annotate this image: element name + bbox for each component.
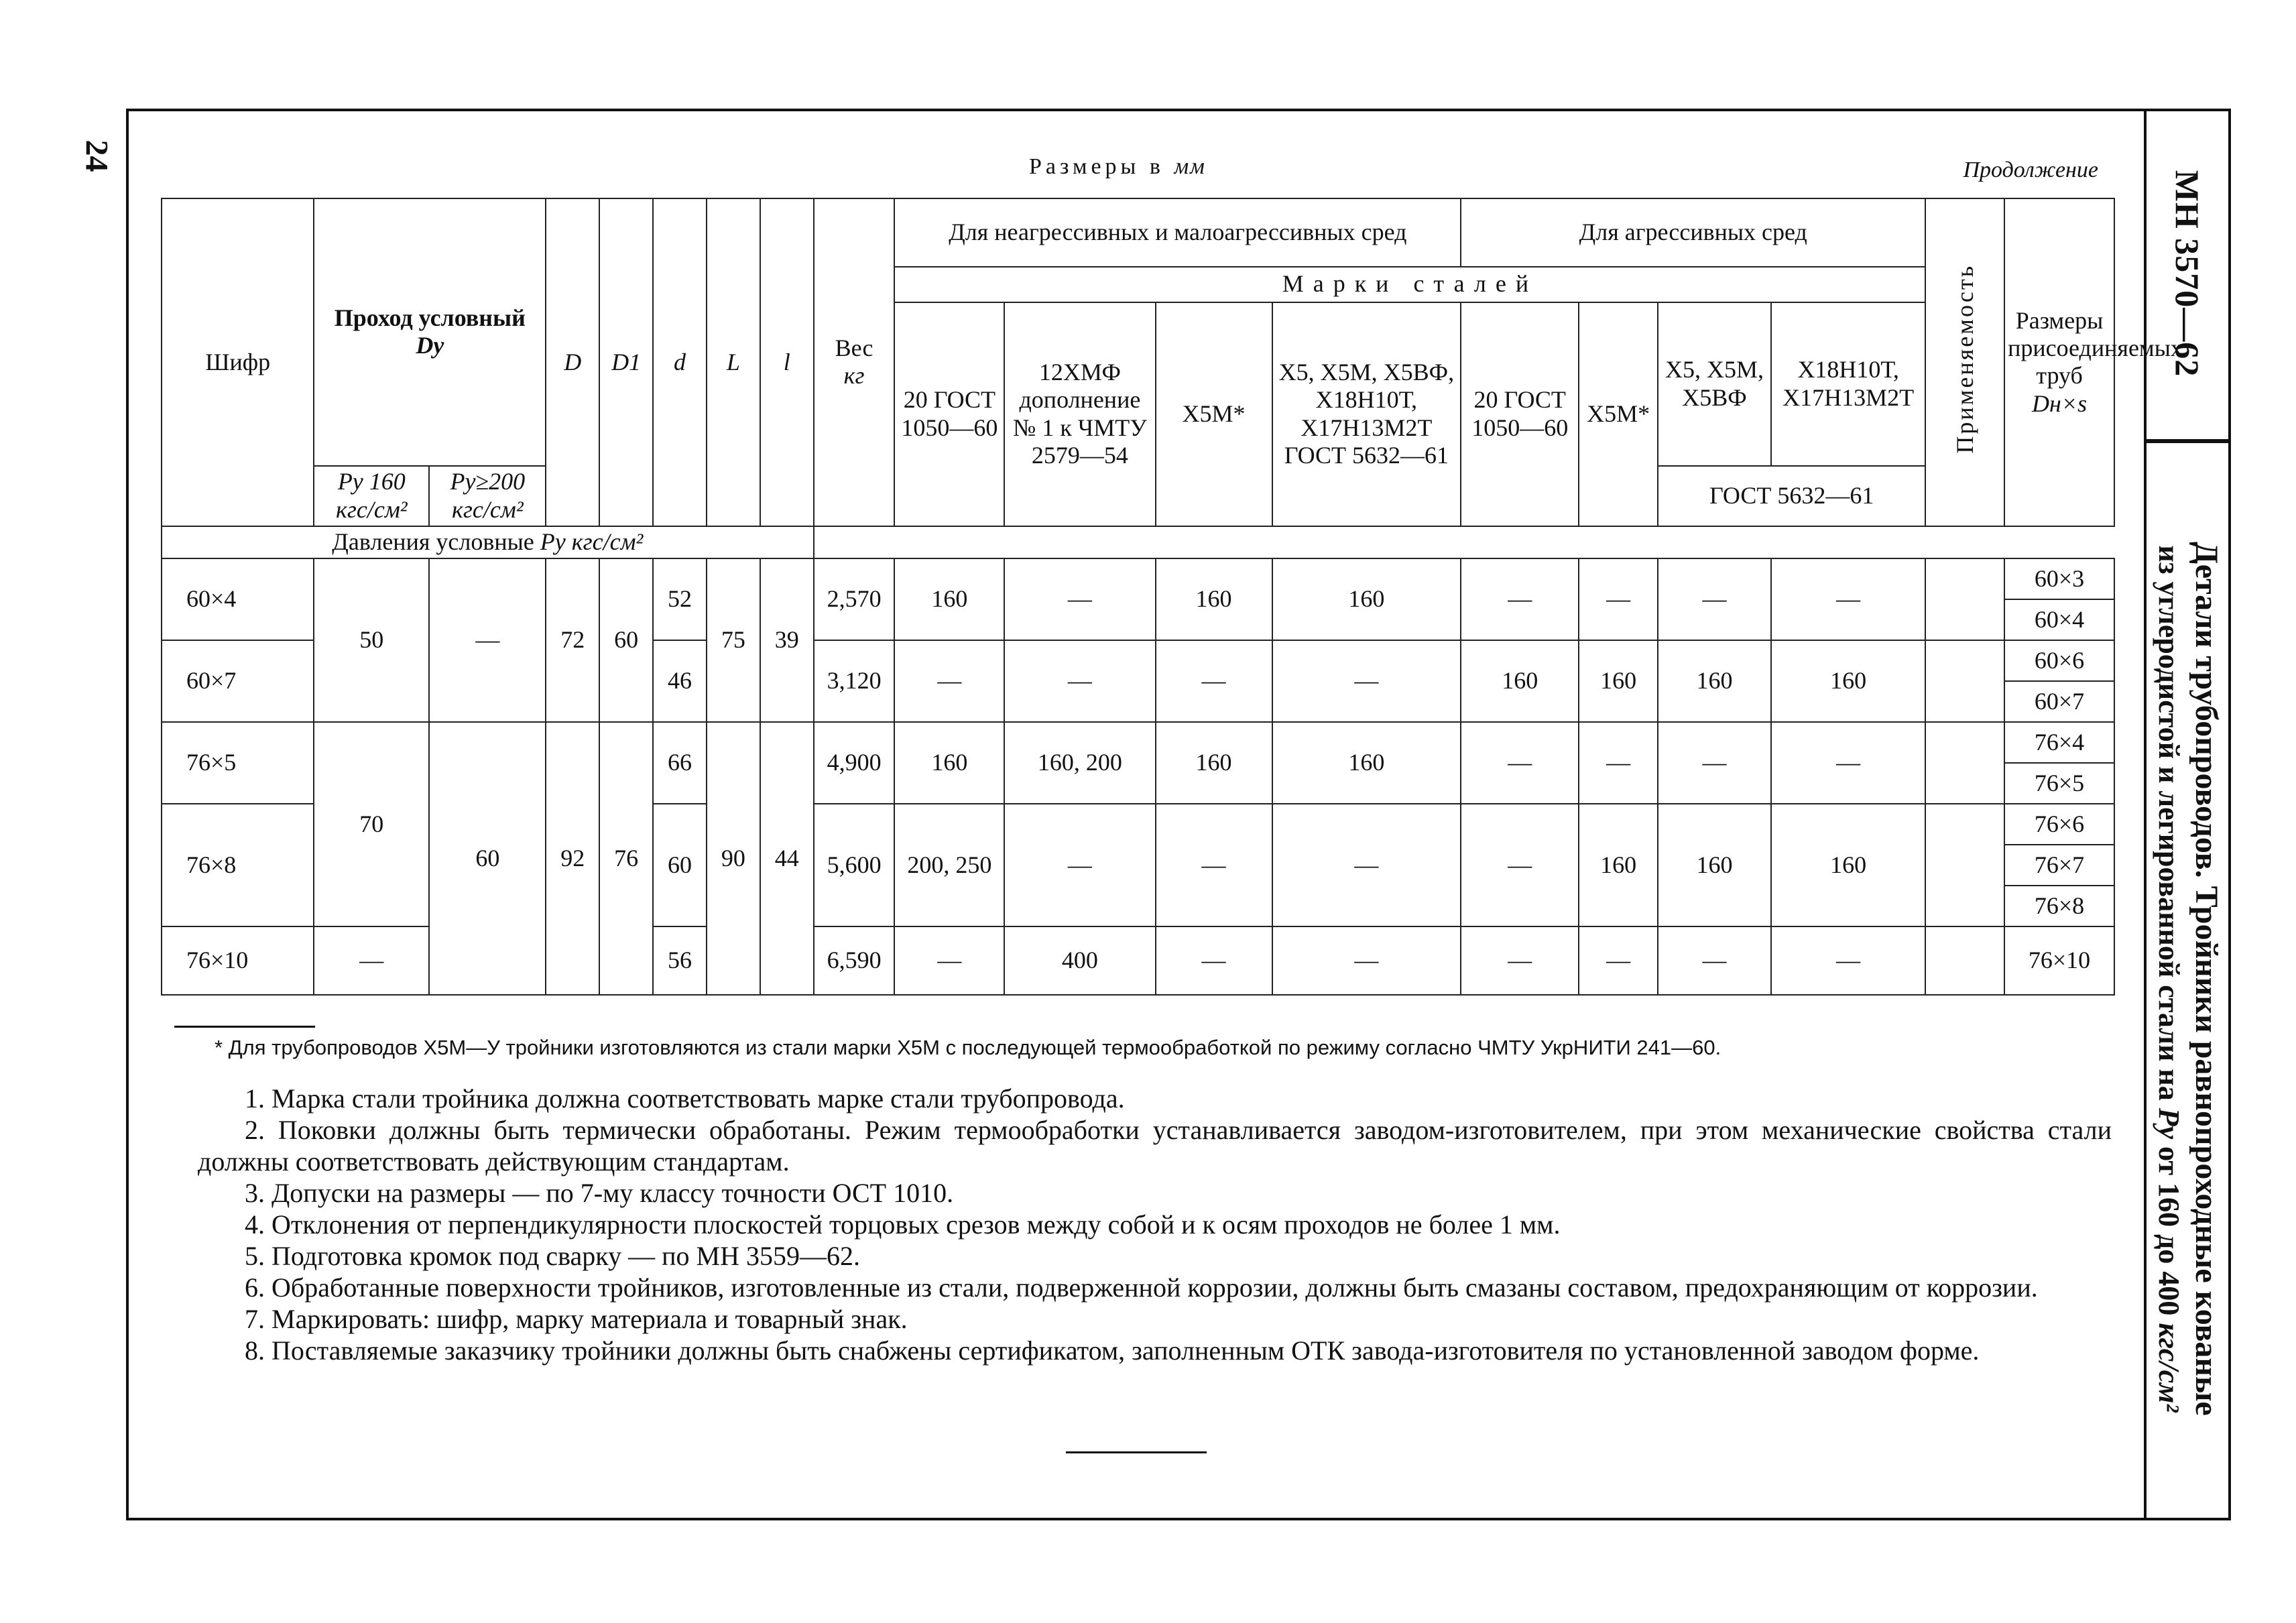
header-davlenie-text: Давления условные xyxy=(332,528,534,556)
header-py200 xyxy=(429,466,546,526)
cell-pipe-size: 76×4 xyxy=(2004,722,2114,763)
cell-aggr-20: — xyxy=(1461,722,1579,804)
cell-L: 75 xyxy=(707,558,760,722)
cell-steel-x5-group: — xyxy=(1272,926,1461,995)
header-d: d xyxy=(653,198,707,526)
header-l: l xyxy=(760,198,814,526)
title-py: Py xyxy=(2153,1107,2185,1140)
header-D1: D1 xyxy=(599,198,653,526)
sidebar-divider xyxy=(2144,439,2231,443)
header-aggr-x5m: Х5М* xyxy=(1579,302,1658,526)
header-razmery-text: Размеры присоединяемых труб xyxy=(2008,306,2183,389)
header-steel-12xmf: 12ХМФ дополнение № 1 к ЧМТУ 2579—54 xyxy=(1004,302,1155,526)
header-D: D xyxy=(546,198,599,526)
header-py160-text: Py 160 xyxy=(337,468,406,495)
header-py200-unit: кгс/см² xyxy=(452,495,524,523)
header-py160-unit: кгс/см² xyxy=(335,495,408,523)
cell-py200: 60 xyxy=(429,722,546,995)
cell-d: 52 xyxy=(653,558,707,640)
cell-aggr-x5m: 160 xyxy=(1579,640,1658,722)
cell-pipe-size: 76×10 xyxy=(2004,926,2114,995)
row-shifr: 76×8 xyxy=(162,804,314,926)
header-ves xyxy=(814,198,895,526)
cell-steel-12xmf: — xyxy=(1004,640,1155,722)
cell-steel-x5m: — xyxy=(1156,640,1272,722)
cell-aggr-x5m: — xyxy=(1579,558,1658,640)
row-shifr: 60×7 xyxy=(162,640,314,722)
dimensions-caption-prefix: Размеры в xyxy=(1029,154,1174,179)
cell-pipe-size: 60×6 xyxy=(2004,640,2114,681)
cell-pipe-size: 76×6 xyxy=(2004,804,2114,845)
cell-pipe-size: 76×8 xyxy=(2004,886,2114,926)
cell-aggr-x5m: 160 xyxy=(1579,804,1658,926)
cell-ves: 5,600 xyxy=(814,804,895,926)
cell-steel-x5-group: — xyxy=(1272,804,1461,926)
cell-D1: 76 xyxy=(599,722,653,995)
header-L: L xyxy=(707,198,760,526)
cell-d: 56 xyxy=(653,926,707,995)
continuation-caption: Продолжение xyxy=(1963,158,2098,182)
header-primenyaemost-text: Применяемость xyxy=(1951,264,1978,455)
note-item: 8. Поставляемые заказчику тройники должны быть снабжены сертификатом, заполненным ОТК завода-изготовителя по установленной заводом форме. xyxy=(245,1335,1980,1366)
cell-L: 90 xyxy=(707,722,760,995)
cell-ves: 4,900 xyxy=(814,722,895,804)
document-title-line-2 xyxy=(2150,542,2187,1416)
cell-l: 39 xyxy=(760,558,814,722)
footnote: * Для трубопроводов Х5М—У тройники изготовляются из стали марки Х5М с последующей термообработкой по режиму согласно ЧМТУ УкрНИТИ 241—60. xyxy=(215,1036,1721,1059)
cell-steel-20: 200, 250 xyxy=(894,804,1004,926)
row-shifr: 76×10 xyxy=(162,926,314,995)
cell-ves: 6,590 xyxy=(814,926,895,995)
note-item: 4. Отклонения от перпендикулярности плоскостей торцовых срезов между собой и к осям проходов не более 1 мм. xyxy=(245,1209,1561,1240)
header-prokhod-text: Проход условный xyxy=(334,304,526,331)
header-py200-text: Py≥200 xyxy=(450,468,526,495)
header-davlenie xyxy=(162,526,814,558)
cell-D: 92 xyxy=(546,722,599,995)
header-ves-text: Вес xyxy=(835,335,873,362)
header-shifr: Шифр xyxy=(162,198,314,526)
notes-list xyxy=(198,1083,2112,1366)
cell-aggr-x5: — xyxy=(1658,722,1771,804)
document-title xyxy=(2150,542,2225,1416)
header-primenyaemost xyxy=(1925,198,2004,526)
cell-aggr-x5: 160 xyxy=(1658,804,1771,926)
cell-steel-12xmf: 160, 200 xyxy=(1004,722,1155,804)
header-steel-x5m: Х5М* xyxy=(1156,302,1272,526)
cell-aggr-x5: — xyxy=(1658,926,1771,995)
cell-l: 44 xyxy=(760,722,814,995)
note-item: 7. Маркировать: шифр, марку материала и товарный знак. xyxy=(245,1304,908,1334)
cell-py200: — xyxy=(429,558,546,722)
cell-primenyaemost xyxy=(1925,722,2004,804)
cell-steel-20: 160 xyxy=(894,722,1004,804)
row-shifr: 76×5 xyxy=(162,722,314,804)
cell-steel-x5-group: 160 xyxy=(1272,558,1461,640)
cell-aggr-x18: — xyxy=(1771,558,1925,640)
document-title-line-1: Детали трубопроводов. Тройники равнопроходные кованые xyxy=(2189,542,2224,1416)
cell-steel-12xmf: 400 xyxy=(1004,926,1155,995)
page-number: 24 xyxy=(78,139,115,172)
cell-aggr-20: — xyxy=(1461,558,1579,640)
cell-steel-x5-group: 160 xyxy=(1272,722,1461,804)
title-range: от 160 до 400 xyxy=(2153,1139,2185,1323)
dimensions-caption-unit: мм xyxy=(1174,154,1206,179)
header-prokhod xyxy=(314,198,546,466)
header-razmery xyxy=(2004,198,2183,526)
cell-pipe-size: 60×4 xyxy=(2004,599,2114,640)
cell-d: 66 xyxy=(653,722,707,804)
cell-primenyaemost xyxy=(1925,804,2004,926)
cell-steel-12xmf: — xyxy=(1004,804,1155,926)
cell-pipe-size: 60×7 xyxy=(2004,681,2114,722)
dimensions-caption xyxy=(1029,154,1206,180)
cell-aggr-x5: — xyxy=(1658,558,1771,640)
cell-primenyaemost xyxy=(1925,640,2004,722)
cell-aggr-x18: 160 xyxy=(1771,804,1925,926)
cell-steel-x5m: — xyxy=(1156,926,1272,995)
header-aggr-20: 20 ГОСТ 1050—60 xyxy=(1461,302,1579,526)
cell-aggr-x18: — xyxy=(1771,722,1925,804)
header-davlenie-py: Py xyxy=(540,528,566,556)
header-aggressive: Для агрессивных сред xyxy=(1461,198,1925,267)
cell-aggr-x18: — xyxy=(1771,926,1925,995)
header-marki: Марки сталей xyxy=(894,267,1925,302)
cell-primenyaemost xyxy=(1925,558,2004,640)
header-steel-20: 20 ГОСТ 1050—60 xyxy=(894,302,1004,526)
note-item: 2. Поковки должны быть термически обработаны. Режим термообработки устанавливается заводом-изготовителем, при этом механические свойства стали должны соответствовать действующим стандартам. xyxy=(198,1115,2112,1177)
note-item: 3. Допуски на размеры — по 7-му классу точности ОСТ 1010. xyxy=(245,1178,954,1208)
cell-D: 72 xyxy=(546,558,599,722)
note-item: 6. Обработанные поверхности тройников, изготовленные из стали, подверженной коррозии, должны быть смазаны составом, предохраняющим от коррозии. xyxy=(245,1272,2038,1303)
note-item: 5. Подготовка кромок под сварку — по МН 3559—62. xyxy=(245,1241,861,1271)
header-steel-x5-group: Х5, Х5М, Х5ВФ, Х18Н10Т, Х17Н13М2Т ГОСТ 5632—61 xyxy=(1272,302,1461,526)
header-non-aggressive: Для неагрессивных и малоагрессивных сред xyxy=(894,198,1461,267)
cell-d: 46 xyxy=(653,640,707,722)
cell-steel-12xmf: — xyxy=(1004,558,1155,640)
header-gost5632: ГОСТ 5632—61 xyxy=(1658,466,1925,526)
cell-steel-x5-group: — xyxy=(1272,640,1461,722)
cell-aggr-x5: 160 xyxy=(1658,640,1771,722)
cell-pipe-size: 60×3 xyxy=(2004,558,2114,599)
header-aggr-x18: Х18Н10Т, Х17Н13М2Т xyxy=(1771,302,1925,466)
cell-aggr-x18: 160 xyxy=(1771,640,1925,722)
cell-steel-20: 160 xyxy=(894,558,1004,640)
cell-pipe-size: 76×7 xyxy=(2004,845,2114,886)
cell-pipe-size: 76×5 xyxy=(2004,763,2114,804)
cell-D1: 60 xyxy=(599,558,653,722)
cell-aggr-x5m: — xyxy=(1579,926,1658,995)
cell-aggr-20: — xyxy=(1461,804,1579,926)
row-shifr: 60×4 xyxy=(162,558,314,640)
document-code: МН 3570—62 xyxy=(2169,170,2206,377)
cell-steel-x5m: 160 xyxy=(1156,722,1272,804)
header-aggr-x5: Х5, Х5М, Х5ВФ xyxy=(1658,302,1771,466)
cell-steel-x5m: — xyxy=(1156,804,1272,926)
cell-steel-20: — xyxy=(894,640,1004,722)
cell-primenyaemost xyxy=(1925,926,2004,995)
note-item: 1. Марка стали тройника должна соответствовать марке стали трубопровода. xyxy=(245,1083,1125,1114)
cell-steel-20: — xyxy=(894,926,1004,995)
cell-ves: 2,570 xyxy=(814,558,895,640)
cell-ves: 3,120 xyxy=(814,640,895,722)
cell-aggr-x5m: — xyxy=(1579,722,1658,804)
bottom-rule xyxy=(1066,1451,1207,1453)
footnote-rule xyxy=(174,1026,315,1028)
header-py160 xyxy=(314,466,429,526)
cell-aggr-20: — xyxy=(1461,926,1579,995)
title-prefix: из углеродистой и легированной стали на xyxy=(2153,545,2185,1108)
cell-py160: 50 xyxy=(314,558,429,722)
cell-steel-x5m: 160 xyxy=(1156,558,1272,640)
header-davlenie-unit: кгс/см² xyxy=(571,528,644,556)
cell-py160: — xyxy=(314,926,429,995)
header-ves-unit: кг xyxy=(843,362,865,389)
header-razmery-sym: Dн×s xyxy=(2031,389,2088,417)
cell-py160: 70 xyxy=(314,722,429,926)
title-unit: кгс/см² xyxy=(2153,1323,2185,1412)
header-dy: Dy xyxy=(416,332,444,359)
cell-d: 60 xyxy=(653,804,707,926)
cell-aggr-20: 160 xyxy=(1461,640,1579,722)
